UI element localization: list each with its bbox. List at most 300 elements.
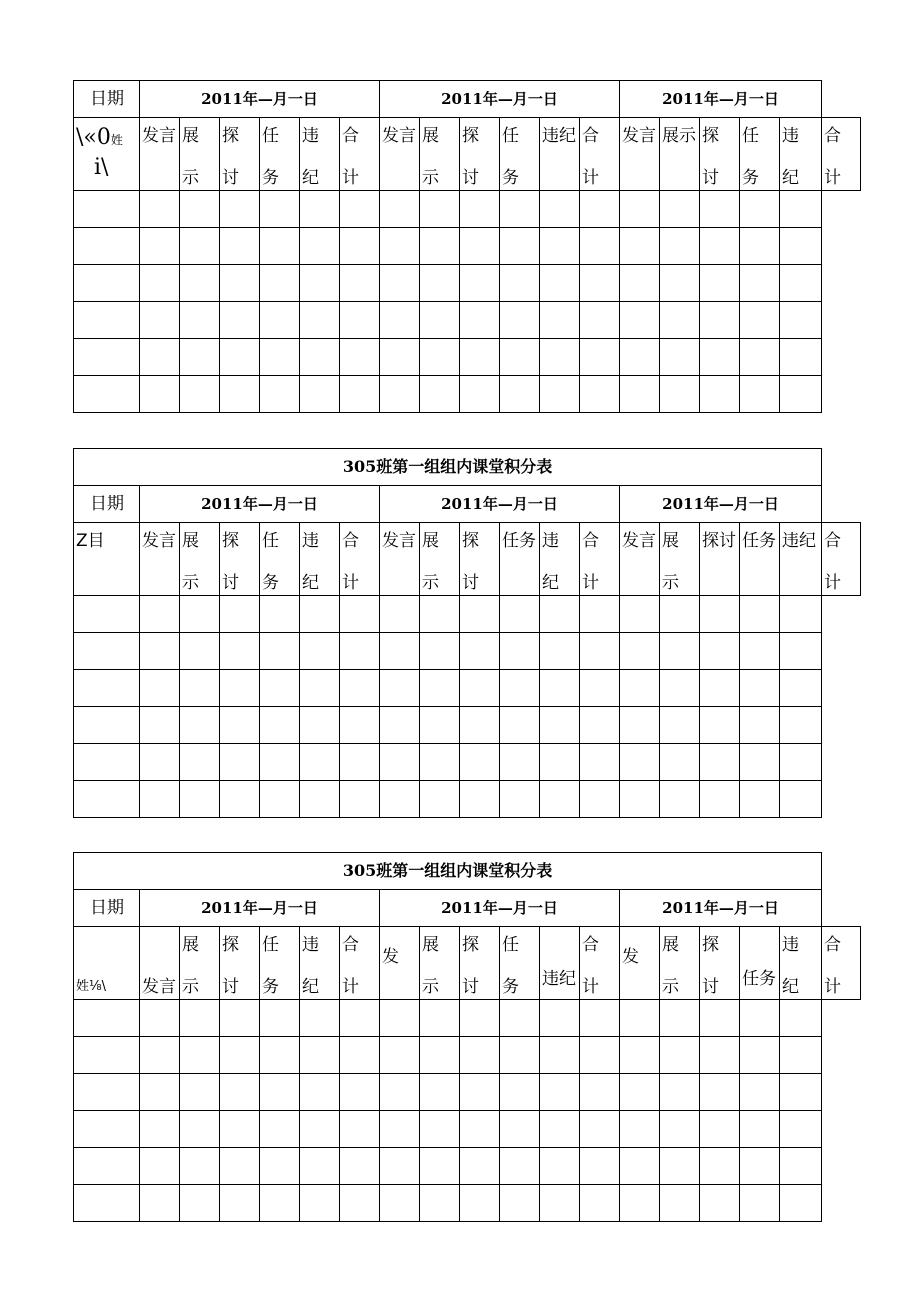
score-cell[interactable] — [460, 1111, 500, 1148]
score-cell[interactable] — [780, 1111, 822, 1148]
student-name-cell[interactable] — [74, 339, 140, 376]
score-cell[interactable] — [340, 376, 380, 413]
score-cell[interactable] — [540, 1185, 580, 1222]
score-cell[interactable] — [180, 265, 220, 302]
student-name-cell[interactable] — [74, 596, 140, 633]
score-cell[interactable] — [180, 191, 220, 228]
score-cell[interactable] — [740, 633, 780, 670]
score-cell[interactable] — [140, 265, 180, 302]
score-cell[interactable] — [660, 707, 700, 744]
score-cell[interactable] — [380, 670, 420, 707]
score-cell[interactable] — [140, 1185, 180, 1222]
score-cell[interactable] — [180, 376, 220, 413]
score-cell[interactable] — [460, 781, 500, 818]
score-cell[interactable] — [220, 1037, 260, 1074]
score-cell[interactable] — [780, 707, 822, 744]
score-cell[interactable] — [420, 1185, 460, 1222]
score-cell[interactable] — [380, 302, 420, 339]
score-cell[interactable] — [540, 1111, 580, 1148]
score-cell[interactable] — [500, 707, 540, 744]
score-cell[interactable] — [460, 1000, 500, 1037]
score-cell[interactable] — [340, 596, 380, 633]
score-cell[interactable] — [660, 1037, 700, 1074]
score-cell[interactable] — [580, 376, 620, 413]
score-cell[interactable] — [500, 228, 540, 265]
score-cell[interactable] — [220, 339, 260, 376]
score-cell[interactable] — [420, 228, 460, 265]
score-cell[interactable] — [540, 1148, 580, 1185]
score-cell[interactable] — [140, 228, 180, 265]
score-cell[interactable] — [260, 707, 300, 744]
score-cell[interactable] — [660, 339, 700, 376]
student-name-cell[interactable] — [74, 191, 140, 228]
score-cell[interactable] — [260, 1111, 300, 1148]
score-cell[interactable] — [140, 339, 180, 376]
score-cell[interactable] — [700, 376, 740, 413]
score-cell[interactable] — [740, 596, 780, 633]
score-cell[interactable] — [300, 1185, 340, 1222]
score-cell[interactable] — [180, 596, 220, 633]
score-cell[interactable] — [420, 1000, 460, 1037]
score-cell[interactable] — [180, 1074, 220, 1111]
score-cell[interactable] — [780, 228, 822, 265]
student-name-cell[interactable] — [74, 1148, 140, 1185]
score-cell[interactable] — [460, 596, 500, 633]
score-cell[interactable] — [660, 302, 700, 339]
score-cell[interactable] — [780, 1185, 822, 1222]
score-cell[interactable] — [500, 302, 540, 339]
score-cell[interactable] — [700, 1037, 740, 1074]
score-cell[interactable] — [180, 302, 220, 339]
score-cell[interactable] — [340, 1185, 380, 1222]
score-cell[interactable] — [500, 1000, 540, 1037]
score-cell[interactable] — [380, 1074, 420, 1111]
score-cell[interactable] — [300, 265, 340, 302]
student-name-cell[interactable] — [74, 228, 140, 265]
score-cell[interactable] — [300, 781, 340, 818]
score-cell[interactable] — [620, 633, 660, 670]
score-cell[interactable] — [380, 781, 420, 818]
score-cell[interactable] — [340, 1148, 380, 1185]
score-cell[interactable] — [300, 339, 340, 376]
score-cell[interactable] — [340, 265, 380, 302]
score-cell[interactable] — [460, 1148, 500, 1185]
score-cell[interactable] — [700, 191, 740, 228]
score-cell[interactable] — [780, 744, 822, 781]
score-cell[interactable] — [500, 1185, 540, 1222]
score-cell[interactable] — [700, 781, 740, 818]
score-cell[interactable] — [540, 744, 580, 781]
score-cell[interactable] — [380, 1000, 420, 1037]
score-cell[interactable] — [740, 1074, 780, 1111]
score-cell[interactable] — [500, 191, 540, 228]
score-cell[interactable] — [140, 781, 180, 818]
score-cell[interactable] — [740, 744, 780, 781]
score-cell[interactable] — [660, 633, 700, 670]
score-cell[interactable] — [180, 228, 220, 265]
score-cell[interactable] — [540, 633, 580, 670]
score-cell[interactable] — [380, 376, 420, 413]
score-cell[interactable] — [580, 1111, 620, 1148]
score-cell[interactable] — [140, 376, 180, 413]
score-cell[interactable] — [780, 781, 822, 818]
score-cell[interactable] — [260, 1037, 300, 1074]
score-cell[interactable] — [740, 265, 780, 302]
score-cell[interactable] — [380, 191, 420, 228]
score-cell[interactable] — [260, 633, 300, 670]
score-cell[interactable] — [220, 1000, 260, 1037]
score-cell[interactable] — [340, 191, 380, 228]
student-name-cell[interactable] — [74, 1037, 140, 1074]
score-cell[interactable] — [340, 670, 380, 707]
score-cell[interactable] — [340, 302, 380, 339]
student-name-cell[interactable] — [74, 633, 140, 670]
score-cell[interactable] — [540, 228, 580, 265]
score-cell[interactable] — [260, 191, 300, 228]
score-cell[interactable] — [460, 1185, 500, 1222]
score-cell[interactable] — [180, 707, 220, 744]
student-name-cell[interactable] — [74, 744, 140, 781]
score-cell[interactable] — [580, 707, 620, 744]
score-cell[interactable] — [260, 376, 300, 413]
score-cell[interactable] — [140, 1074, 180, 1111]
score-cell[interactable] — [420, 1111, 460, 1148]
score-cell[interactable] — [220, 596, 260, 633]
score-cell[interactable] — [300, 1111, 340, 1148]
score-cell[interactable] — [660, 191, 700, 228]
score-cell[interactable] — [780, 670, 822, 707]
score-cell[interactable] — [180, 744, 220, 781]
score-cell[interactable] — [620, 1074, 660, 1111]
score-cell[interactable] — [620, 781, 660, 818]
score-cell[interactable] — [500, 670, 540, 707]
score-cell[interactable] — [380, 744, 420, 781]
score-cell[interactable] — [300, 596, 340, 633]
score-cell[interactable] — [620, 1037, 660, 1074]
score-cell[interactable] — [700, 707, 740, 744]
score-cell[interactable] — [180, 1185, 220, 1222]
student-name-cell[interactable] — [74, 781, 140, 818]
score-cell[interactable] — [180, 1000, 220, 1037]
score-cell[interactable] — [220, 228, 260, 265]
score-cell[interactable] — [700, 1185, 740, 1222]
score-cell[interactable] — [180, 670, 220, 707]
student-name-cell[interactable] — [74, 1074, 140, 1111]
score-cell[interactable] — [620, 1185, 660, 1222]
student-name-cell[interactable] — [74, 265, 140, 302]
score-cell[interactable] — [460, 265, 500, 302]
score-cell[interactable] — [340, 707, 380, 744]
score-cell[interactable] — [420, 191, 460, 228]
score-cell[interactable] — [300, 744, 340, 781]
score-cell[interactable] — [220, 191, 260, 228]
score-cell[interactable] — [260, 1185, 300, 1222]
score-cell[interactable] — [660, 670, 700, 707]
score-cell[interactable] — [220, 781, 260, 818]
score-cell[interactable] — [380, 707, 420, 744]
score-cell[interactable] — [580, 191, 620, 228]
student-name-cell[interactable] — [74, 302, 140, 339]
score-cell[interactable] — [460, 1074, 500, 1111]
score-cell[interactable] — [780, 302, 822, 339]
score-cell[interactable] — [380, 1148, 420, 1185]
score-cell[interactable] — [300, 670, 340, 707]
score-cell[interactable] — [780, 596, 822, 633]
student-name-cell[interactable] — [74, 707, 140, 744]
score-cell[interactable] — [420, 596, 460, 633]
score-cell[interactable] — [420, 1148, 460, 1185]
score-cell[interactable] — [220, 376, 260, 413]
score-cell[interactable] — [780, 1000, 822, 1037]
score-cell[interactable] — [780, 1148, 822, 1185]
score-cell[interactable] — [220, 302, 260, 339]
student-name-cell[interactable] — [74, 1000, 140, 1037]
score-cell[interactable] — [140, 1037, 180, 1074]
score-cell[interactable] — [620, 339, 660, 376]
score-cell[interactable] — [300, 228, 340, 265]
score-cell[interactable] — [460, 633, 500, 670]
score-cell[interactable] — [180, 633, 220, 670]
score-cell[interactable] — [580, 633, 620, 670]
score-cell[interactable] — [260, 228, 300, 265]
score-cell[interactable] — [180, 781, 220, 818]
score-cell[interactable] — [580, 781, 620, 818]
score-cell[interactable] — [140, 191, 180, 228]
score-cell[interactable] — [740, 670, 780, 707]
score-cell[interactable] — [300, 1037, 340, 1074]
score-cell[interactable] — [460, 302, 500, 339]
score-cell[interactable] — [700, 265, 740, 302]
score-cell[interactable] — [140, 1111, 180, 1148]
score-cell[interactable] — [740, 1000, 780, 1037]
score-cell[interactable] — [380, 1111, 420, 1148]
score-cell[interactable] — [780, 339, 822, 376]
score-cell[interactable] — [540, 1074, 580, 1111]
score-cell[interactable] — [700, 228, 740, 265]
student-name-cell[interactable] — [74, 1111, 140, 1148]
score-cell[interactable] — [740, 339, 780, 376]
score-cell[interactable] — [220, 1111, 260, 1148]
score-cell[interactable] — [660, 781, 700, 818]
score-cell[interactable] — [460, 1037, 500, 1074]
score-cell[interactable] — [460, 228, 500, 265]
score-cell[interactable] — [660, 744, 700, 781]
score-cell[interactable] — [700, 1000, 740, 1037]
score-cell[interactable] — [420, 265, 460, 302]
score-cell[interactable] — [660, 1111, 700, 1148]
score-cell[interactable] — [380, 596, 420, 633]
score-cell[interactable] — [700, 744, 740, 781]
score-cell[interactable] — [660, 596, 700, 633]
score-cell[interactable] — [780, 1037, 822, 1074]
score-cell[interactable] — [180, 1111, 220, 1148]
score-cell[interactable] — [580, 596, 620, 633]
score-cell[interactable] — [660, 1148, 700, 1185]
score-cell[interactable] — [420, 744, 460, 781]
score-cell[interactable] — [500, 596, 540, 633]
score-cell[interactable] — [700, 1148, 740, 1185]
score-cell[interactable] — [540, 1037, 580, 1074]
score-cell[interactable] — [740, 1148, 780, 1185]
student-name-cell[interactable] — [74, 670, 140, 707]
score-cell[interactable] — [580, 1148, 620, 1185]
score-cell[interactable] — [500, 1148, 540, 1185]
score-cell[interactable] — [340, 339, 380, 376]
score-cell[interactable] — [700, 670, 740, 707]
score-cell[interactable] — [500, 339, 540, 376]
score-cell[interactable] — [340, 633, 380, 670]
score-cell[interactable] — [300, 707, 340, 744]
score-cell[interactable] — [340, 781, 380, 818]
score-cell[interactable] — [620, 1148, 660, 1185]
score-cell[interactable] — [260, 1000, 300, 1037]
score-cell[interactable] — [220, 265, 260, 302]
score-cell[interactable] — [580, 1074, 620, 1111]
score-cell[interactable] — [660, 376, 700, 413]
student-name-cell[interactable] — [74, 376, 140, 413]
score-cell[interactable] — [140, 302, 180, 339]
score-cell[interactable] — [540, 670, 580, 707]
score-cell[interactable] — [460, 339, 500, 376]
score-cell[interactable] — [220, 744, 260, 781]
score-cell[interactable] — [380, 228, 420, 265]
score-cell[interactable] — [420, 633, 460, 670]
score-cell[interactable] — [620, 670, 660, 707]
score-cell[interactable] — [140, 1148, 180, 1185]
student-name-cell[interactable] — [74, 1185, 140, 1222]
score-cell[interactable] — [220, 1148, 260, 1185]
score-cell[interactable] — [460, 191, 500, 228]
score-cell[interactable] — [540, 707, 580, 744]
score-cell[interactable] — [580, 744, 620, 781]
score-cell[interactable] — [180, 1037, 220, 1074]
score-cell[interactable] — [580, 670, 620, 707]
score-cell[interactable] — [260, 1148, 300, 1185]
score-cell[interactable] — [460, 707, 500, 744]
score-cell[interactable] — [260, 339, 300, 376]
score-cell[interactable] — [380, 1185, 420, 1222]
score-cell[interactable] — [700, 339, 740, 376]
score-cell[interactable] — [300, 1000, 340, 1037]
score-cell[interactable] — [700, 1074, 740, 1111]
score-cell[interactable] — [660, 1000, 700, 1037]
score-cell[interactable] — [420, 670, 460, 707]
score-cell[interactable] — [220, 1185, 260, 1222]
score-cell[interactable] — [420, 1074, 460, 1111]
score-cell[interactable] — [380, 633, 420, 670]
score-cell[interactable] — [260, 596, 300, 633]
score-cell[interactable] — [540, 1000, 580, 1037]
score-cell[interactable] — [220, 633, 260, 670]
score-cell[interactable] — [700, 302, 740, 339]
score-cell[interactable] — [500, 1037, 540, 1074]
score-cell[interactable] — [660, 228, 700, 265]
score-cell[interactable] — [580, 1000, 620, 1037]
score-cell[interactable] — [580, 228, 620, 265]
score-cell[interactable] — [220, 707, 260, 744]
score-cell[interactable] — [580, 1185, 620, 1222]
score-cell[interactable] — [740, 191, 780, 228]
score-cell[interactable] — [620, 707, 660, 744]
score-cell[interactable] — [620, 191, 660, 228]
score-cell[interactable] — [500, 1074, 540, 1111]
score-cell[interactable] — [740, 707, 780, 744]
score-cell[interactable] — [260, 1074, 300, 1111]
score-cell[interactable] — [540, 191, 580, 228]
score-cell[interactable] — [420, 339, 460, 376]
score-cell[interactable] — [500, 781, 540, 818]
score-cell[interactable] — [580, 265, 620, 302]
score-cell[interactable] — [780, 265, 822, 302]
score-cell[interactable] — [300, 376, 340, 413]
score-cell[interactable] — [620, 1111, 660, 1148]
score-cell[interactable] — [260, 781, 300, 818]
score-cell[interactable] — [740, 302, 780, 339]
score-cell[interactable] — [380, 265, 420, 302]
score-cell[interactable] — [660, 1185, 700, 1222]
score-cell[interactable] — [380, 339, 420, 376]
score-cell[interactable] — [620, 265, 660, 302]
score-cell[interactable] — [540, 302, 580, 339]
score-cell[interactable] — [420, 707, 460, 744]
score-cell[interactable] — [380, 1037, 420, 1074]
score-cell[interactable] — [660, 265, 700, 302]
score-cell[interactable] — [140, 670, 180, 707]
score-cell[interactable] — [260, 744, 300, 781]
score-cell[interactable] — [620, 596, 660, 633]
score-cell[interactable] — [620, 228, 660, 265]
score-cell[interactable] — [700, 596, 740, 633]
score-cell[interactable] — [740, 376, 780, 413]
score-cell[interactable] — [220, 1074, 260, 1111]
score-cell[interactable] — [340, 744, 380, 781]
score-cell[interactable] — [620, 744, 660, 781]
score-cell[interactable] — [780, 376, 822, 413]
score-cell[interactable] — [660, 1074, 700, 1111]
score-cell[interactable] — [620, 1000, 660, 1037]
score-cell[interactable] — [340, 228, 380, 265]
score-cell[interactable] — [140, 633, 180, 670]
score-cell[interactable] — [740, 781, 780, 818]
score-cell[interactable] — [540, 376, 580, 413]
score-cell[interactable] — [340, 1074, 380, 1111]
score-cell[interactable] — [500, 744, 540, 781]
score-cell[interactable] — [580, 302, 620, 339]
score-cell[interactable] — [300, 302, 340, 339]
score-cell[interactable] — [540, 339, 580, 376]
score-cell[interactable] — [140, 744, 180, 781]
score-cell[interactable] — [580, 1037, 620, 1074]
score-cell[interactable] — [420, 1037, 460, 1074]
score-cell[interactable] — [180, 339, 220, 376]
score-cell[interactable] — [180, 1148, 220, 1185]
score-cell[interactable] — [740, 1037, 780, 1074]
score-cell[interactable] — [700, 633, 740, 670]
score-cell[interactable] — [740, 1111, 780, 1148]
score-cell[interactable] — [460, 376, 500, 413]
score-cell[interactable] — [340, 1037, 380, 1074]
score-cell[interactable] — [580, 339, 620, 376]
score-cell[interactable] — [420, 781, 460, 818]
score-cell[interactable] — [420, 376, 460, 413]
score-cell[interactable] — [700, 1111, 740, 1148]
score-cell[interactable] — [300, 1148, 340, 1185]
score-cell[interactable] — [780, 191, 822, 228]
score-cell[interactable] — [460, 670, 500, 707]
score-cell[interactable] — [740, 228, 780, 265]
score-cell[interactable] — [500, 376, 540, 413]
score-cell[interactable] — [500, 633, 540, 670]
